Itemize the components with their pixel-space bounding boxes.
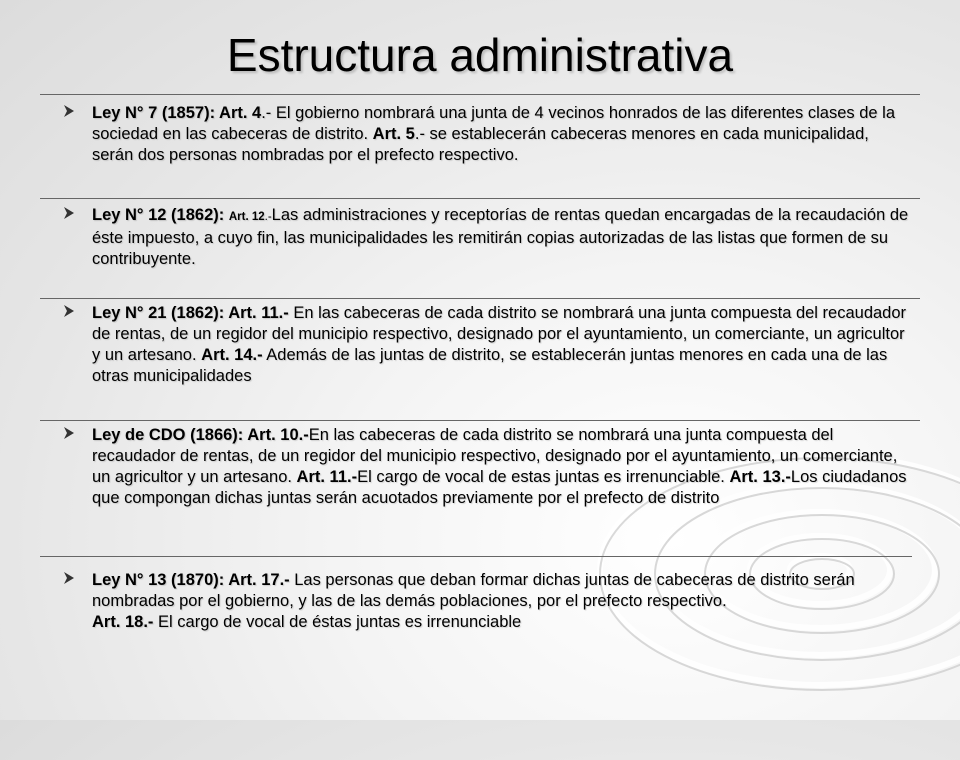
item-label: Art. 13.-: [729, 468, 791, 486]
arrow-bullet-icon: [62, 104, 76, 118]
item-body: .- se establecerán cabeceras menores en cada municipalidad, serán dos personas nombradas por el prefecto respectivo.: [92, 125, 869, 164]
item-body: Las administraciones y receptorías de rentas quedan encargadas de la recaudación de éste impuesto, a cuyo fin, las municipalidades les remitirán copias autorizadas de las listas que formen de su contribuyente.: [92, 206, 909, 268]
item-text: [92, 205, 912, 270]
item-label: Ley de CDO (1866): Art. 10.-: [92, 426, 309, 444]
item-label: Art. 18.-: [92, 613, 154, 631]
divider: [40, 420, 920, 421]
item-text: [92, 570, 912, 633]
item-text: [92, 425, 912, 509]
item-label: Ley N° 21 (1862): Art. 11.-: [92, 304, 289, 322]
item-text: [92, 303, 912, 387]
item-label: Art. 14.-: [201, 346, 263, 364]
item-body: El cargo de vocal de estas juntas es irrenunciable.: [357, 468, 730, 486]
item-body: .- El gobierno nombrará una junta de 4 vecinos honrados de las diferentes clases de la sociedad en las cabeceras de distrito.: [92, 104, 896, 143]
item-body: Además de las juntas de distrito, se establecerán juntas menores en cada una de las otras municipalidades: [92, 346, 888, 385]
arrow-bullet-icon: [62, 426, 76, 440]
item-label: Art. 5: [372, 125, 415, 143]
item-body: El cargo de vocal de éstas juntas es irrenunciable: [153, 613, 522, 631]
arrow-bullet-icon: [62, 571, 76, 585]
divider: [40, 198, 920, 199]
item-label: Ley N° 7 (1857): Art. 4: [92, 104, 262, 122]
item-label: Art. 12: [228, 211, 265, 223]
item-label: Art. 11.-: [296, 468, 358, 486]
item-body: En las cabeceras de cada distrito se nombrará una junta compuesta del recaudador de rentas, de un regidor del municipio respectivo, designado por el ayuntamiento, un comerciante, un agricultor y un artesano.: [92, 304, 907, 364]
arrow-bullet-icon: [62, 206, 76, 220]
divider: [40, 298, 920, 299]
item-label: Ley N° 13 (1870): Art. 17.-: [92, 571, 290, 589]
page-title: Estructura administrativa: [226, 29, 734, 81]
item-body: Los ciudadanos que compongan dichas juntas serán acuotados previamente por el prefecto de distrito: [92, 468, 907, 507]
item-text: [92, 103, 912, 166]
ripple-decoration: [580, 340, 960, 760]
item-body: Las personas que deban formar dichas juntas de cabeceras de distrito serán nombradas por el gobierno, y las de las demás poblaciones, por el prefecto respectivo.: [92, 571, 855, 610]
divider: [40, 94, 920, 95]
item-body: .-: [264, 211, 272, 223]
arrow-bullet-icon: [62, 304, 76, 318]
divider: [40, 556, 912, 557]
item-label: Ley N° 12 (1862):: [92, 206, 229, 224]
item-body: En las cabeceras de cada distrito se nombrará una junta compuesta del recaudador de rentas, de un regidor del municipio respectivo, designado por el ayuntamiento, un comerciante, un agricultor y un artesano.: [92, 426, 898, 486]
